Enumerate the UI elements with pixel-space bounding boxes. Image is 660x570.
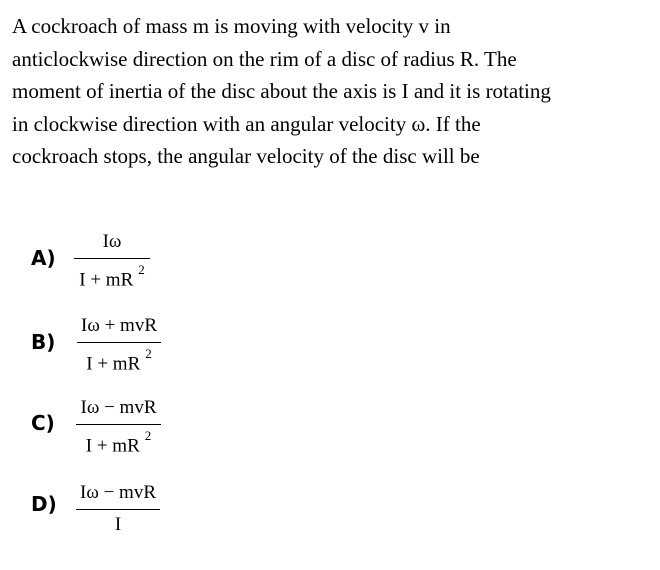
question-line: A cockroach of mass m is moving with velocity v in — [12, 14, 451, 38]
option-label: D) — [31, 492, 57, 516]
option-c[interactable] — [31, 396, 331, 456]
question-line: anticlockwise direction on the rim of a disc of radius R. The — [12, 46, 517, 71]
fraction-bar — [76, 509, 160, 510]
denominator-text: I — [114, 514, 122, 535]
exponent: 2 — [144, 428, 152, 443]
denominator-text: I + mR — [86, 353, 141, 375]
option-fraction — [76, 396, 161, 458]
fraction-bar — [74, 258, 150, 259]
fraction-numerator: Iω − mvR — [80, 482, 156, 503]
option-fraction — [77, 314, 161, 376]
option-a[interactable] — [31, 230, 331, 290]
exponent: 2 — [145, 346, 152, 361]
exponent: 2 — [138, 262, 145, 277]
denominator-text: I + mR — [85, 435, 140, 457]
question-line: in clockwise direction with an angular velocity ω. If the — [12, 111, 481, 136]
option-label: B) — [31, 330, 56, 354]
option-label: A) — [31, 246, 56, 270]
fraction-denominator — [76, 513, 160, 537]
denominator-text: I + mR — [79, 269, 134, 291]
option-fraction — [76, 481, 160, 537]
fraction-bar — [76, 424, 161, 425]
question-line: cockroach stops, the angular velocity of the disc will be — [12, 144, 480, 168]
fraction-numerator: Iω + mvR — [81, 315, 157, 336]
option-d[interactable] — [31, 481, 331, 541]
question-text — [12, 10, 652, 173]
fraction-numerator: Iω − mvR — [80, 397, 157, 418]
fraction-bar — [77, 342, 161, 343]
option-label: C) — [31, 411, 55, 435]
question-line: moment of inertia of the disc about the axis is I and it is rotating — [12, 79, 551, 103]
fraction-numerator: Iω — [102, 231, 122, 252]
option-b[interactable] — [31, 314, 331, 374]
fraction-denominator — [74, 262, 150, 292]
fraction-denominator — [76, 428, 161, 458]
fraction-denominator — [77, 346, 161, 376]
option-fraction — [74, 230, 150, 292]
